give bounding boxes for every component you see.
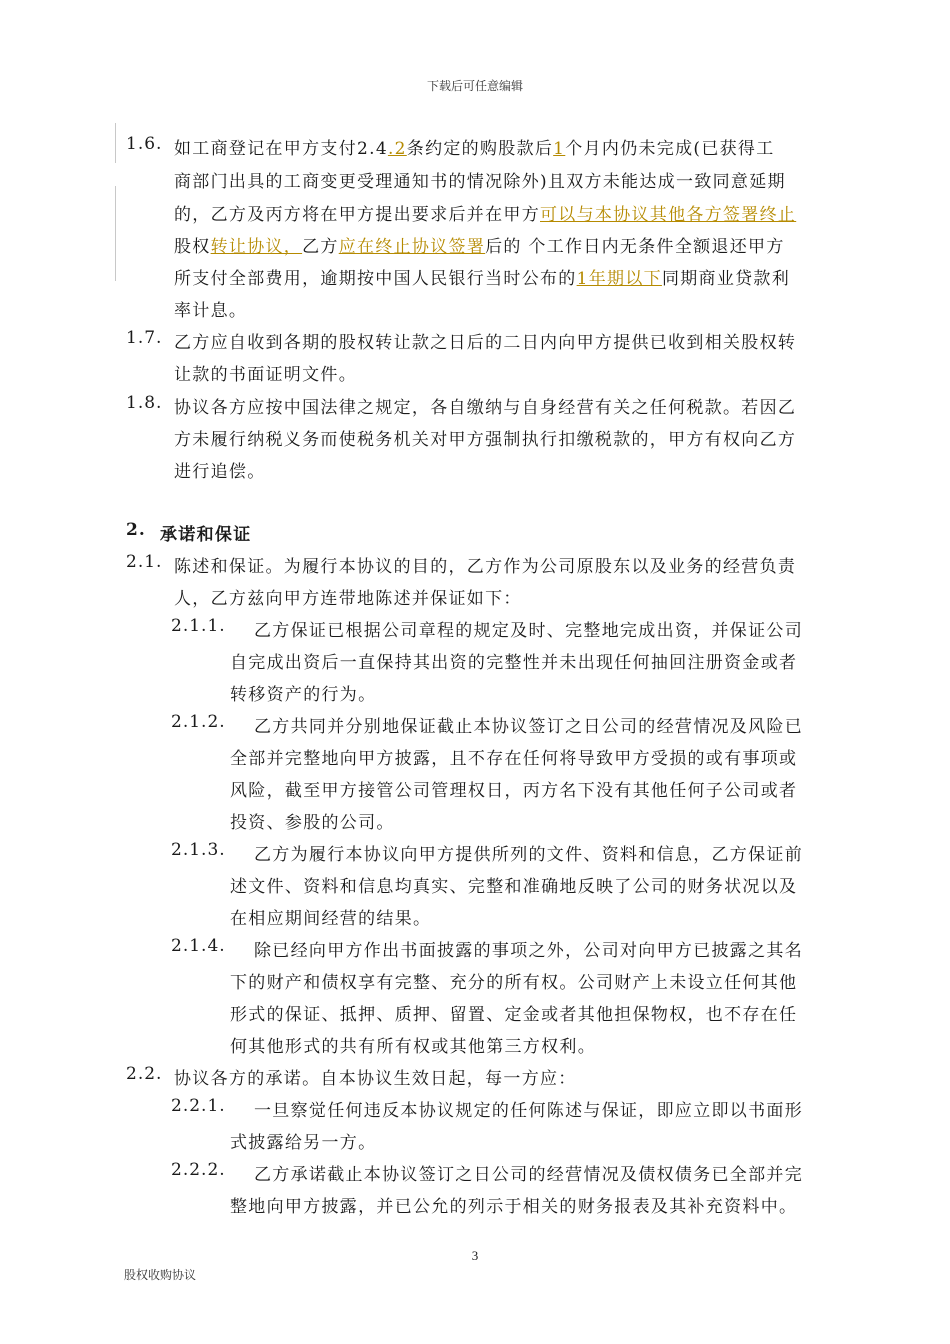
- subclause-line: 风险，截至甲方接管公司管理权日，丙方名下没有其他任何子公司或者: [230, 781, 798, 801]
- subclause-line: 形式的保证、抵押、质押、留置、定金或者其他担保物权，也不存在任: [230, 1005, 798, 1025]
- clause-line: 协议各方应按中国法律之规定，各自缴纳与自身经营有关之任何税款。若因乙: [174, 398, 797, 418]
- clause-number: 1.6.: [126, 134, 163, 154]
- subclause-line: 乙方承诺截止本协议签订之日公司的经营情况及债权债务已全部并完: [254, 1165, 803, 1185]
- subclause-line: 乙方保证已根据公司章程的规定及时、完整地完成出资，并保证公司: [254, 621, 803, 641]
- section-number: 2.: [126, 520, 146, 540]
- clause-number: 1.7.: [126, 328, 163, 348]
- clause-number: 1.8.: [126, 393, 163, 413]
- clause-line: 率计息。: [174, 301, 248, 321]
- subclause-line: 下的财产和债权享有完整、充分的所有权。公司财产上未设立任何其他: [230, 973, 798, 993]
- clause-number: 2.1.: [126, 552, 163, 572]
- inserted-text: 可以与本协议其他各方签署终止: [540, 205, 797, 225]
- subclause-line: 全部并完整地向甲方披露，且不存在任何将导致甲方受损的或有事项或: [230, 749, 798, 769]
- clause-line: 让款的书面证明文件。: [174, 365, 357, 385]
- clause-line: 的，乙方及丙方将在甲方提出要求后并在甲方可以与本协议其他各方签署终止: [174, 205, 797, 225]
- subclause-number: 2.2.2.: [171, 1160, 226, 1180]
- clause-line: 进行追偿。: [174, 462, 266, 482]
- subclause-number: 2.1.1.: [171, 616, 226, 636]
- section-title: 承诺和保证: [160, 525, 252, 545]
- clause-line: 方未履行纳税义务而使税务机关对甲方强制执行扣缴税款的，甲方有权向乙方: [174, 430, 797, 450]
- clause-line: 商部门出具的工商变更受理通知书的情况除外)且双方未能达成一致同意延期: [174, 172, 786, 192]
- subclause-line: 乙方共同并分别地保证截止本协议签订之日公司的经营情况及风险已: [254, 717, 803, 737]
- clause-line: 如工商登记在甲方支付2.4.2条约定的购股款后1个月内仍未完成(已获得工: [174, 139, 775, 159]
- subclause-line: 何其他形式的共有所有权或其他第三方权利。: [230, 1037, 596, 1057]
- clause-line: 乙方应自收到各期的股权转让款之日后的二日内向甲方提供已收到相关股权转: [174, 333, 797, 353]
- subclause-line: 投资、参股的公司。: [230, 813, 395, 833]
- subclause-number: 2.1.3.: [171, 840, 226, 860]
- subclause-line: 在相应期间经营的结果。: [230, 909, 432, 929]
- subclause-line: 乙方为履行本协议向甲方提供所列的文件、资料和信息，乙方保证前: [254, 845, 803, 865]
- subclause-number: 2.1.2.: [171, 712, 226, 732]
- subclause-line: 整地向甲方披露，并已公允的列示于相关的财务报表及其补充资料中。: [230, 1197, 798, 1217]
- revision-bar: [115, 123, 116, 163]
- inserted-text: 1: [553, 139, 566, 159]
- subclause-number: 2.1.4.: [171, 936, 226, 956]
- inserted-text: .2: [387, 139, 407, 159]
- subclause-number: 2.2.1.: [171, 1096, 226, 1116]
- inserted-text: 转让协议，: [210, 237, 303, 257]
- page-header: 下载后可任意编辑: [426, 79, 523, 93]
- subclause-line: 式披露给另一方。: [230, 1133, 377, 1153]
- clause-line: 所支付全部费用，逾期按中国人民银行当时公布的1年期以下同期商业贷款利: [174, 269, 791, 289]
- subclause-line: 一旦察觉任何违反本协议规定的任何陈述与保证，即应立即以书面形: [254, 1101, 803, 1121]
- clause-number: 2.2.: [126, 1064, 163, 1084]
- clause-line: 协议各方的承诺。自本协议生效日起，每一方应：: [174, 1069, 577, 1089]
- page-number: 3: [471, 1248, 479, 1263]
- page-footer: 股权收购协议: [124, 1268, 197, 1282]
- clause-line: 股权转让协议，乙方应在终止协议签署后的 个工作日内无条件全额退还甲方: [174, 237, 785, 257]
- revision-bar: [115, 186, 116, 281]
- subclause-line: 除已经向甲方作出书面披露的事项之外，公司对向甲方已披露之其名: [254, 941, 803, 961]
- inserted-text: 应在终止协议签署: [338, 237, 486, 257]
- clause-line: 陈述和保证。为履行本协议的目的，乙方作为公司原股东以及业务的经营负责: [174, 557, 797, 577]
- clause-line: 人，乙方兹向甲方连带地陈述并保证如下：: [174, 589, 522, 609]
- subclause-line: 自完成出资后一直保持其出资的完整性并未出现任何抽回注册资金或者: [230, 653, 798, 673]
- inserted-text: 1年期以下: [576, 269, 662, 289]
- subclause-line: 述文件、资料和信息均真实、完整和准确地反映了公司的财务状况以及: [230, 877, 798, 897]
- subclause-line: 转移资产的行为。: [230, 685, 377, 705]
